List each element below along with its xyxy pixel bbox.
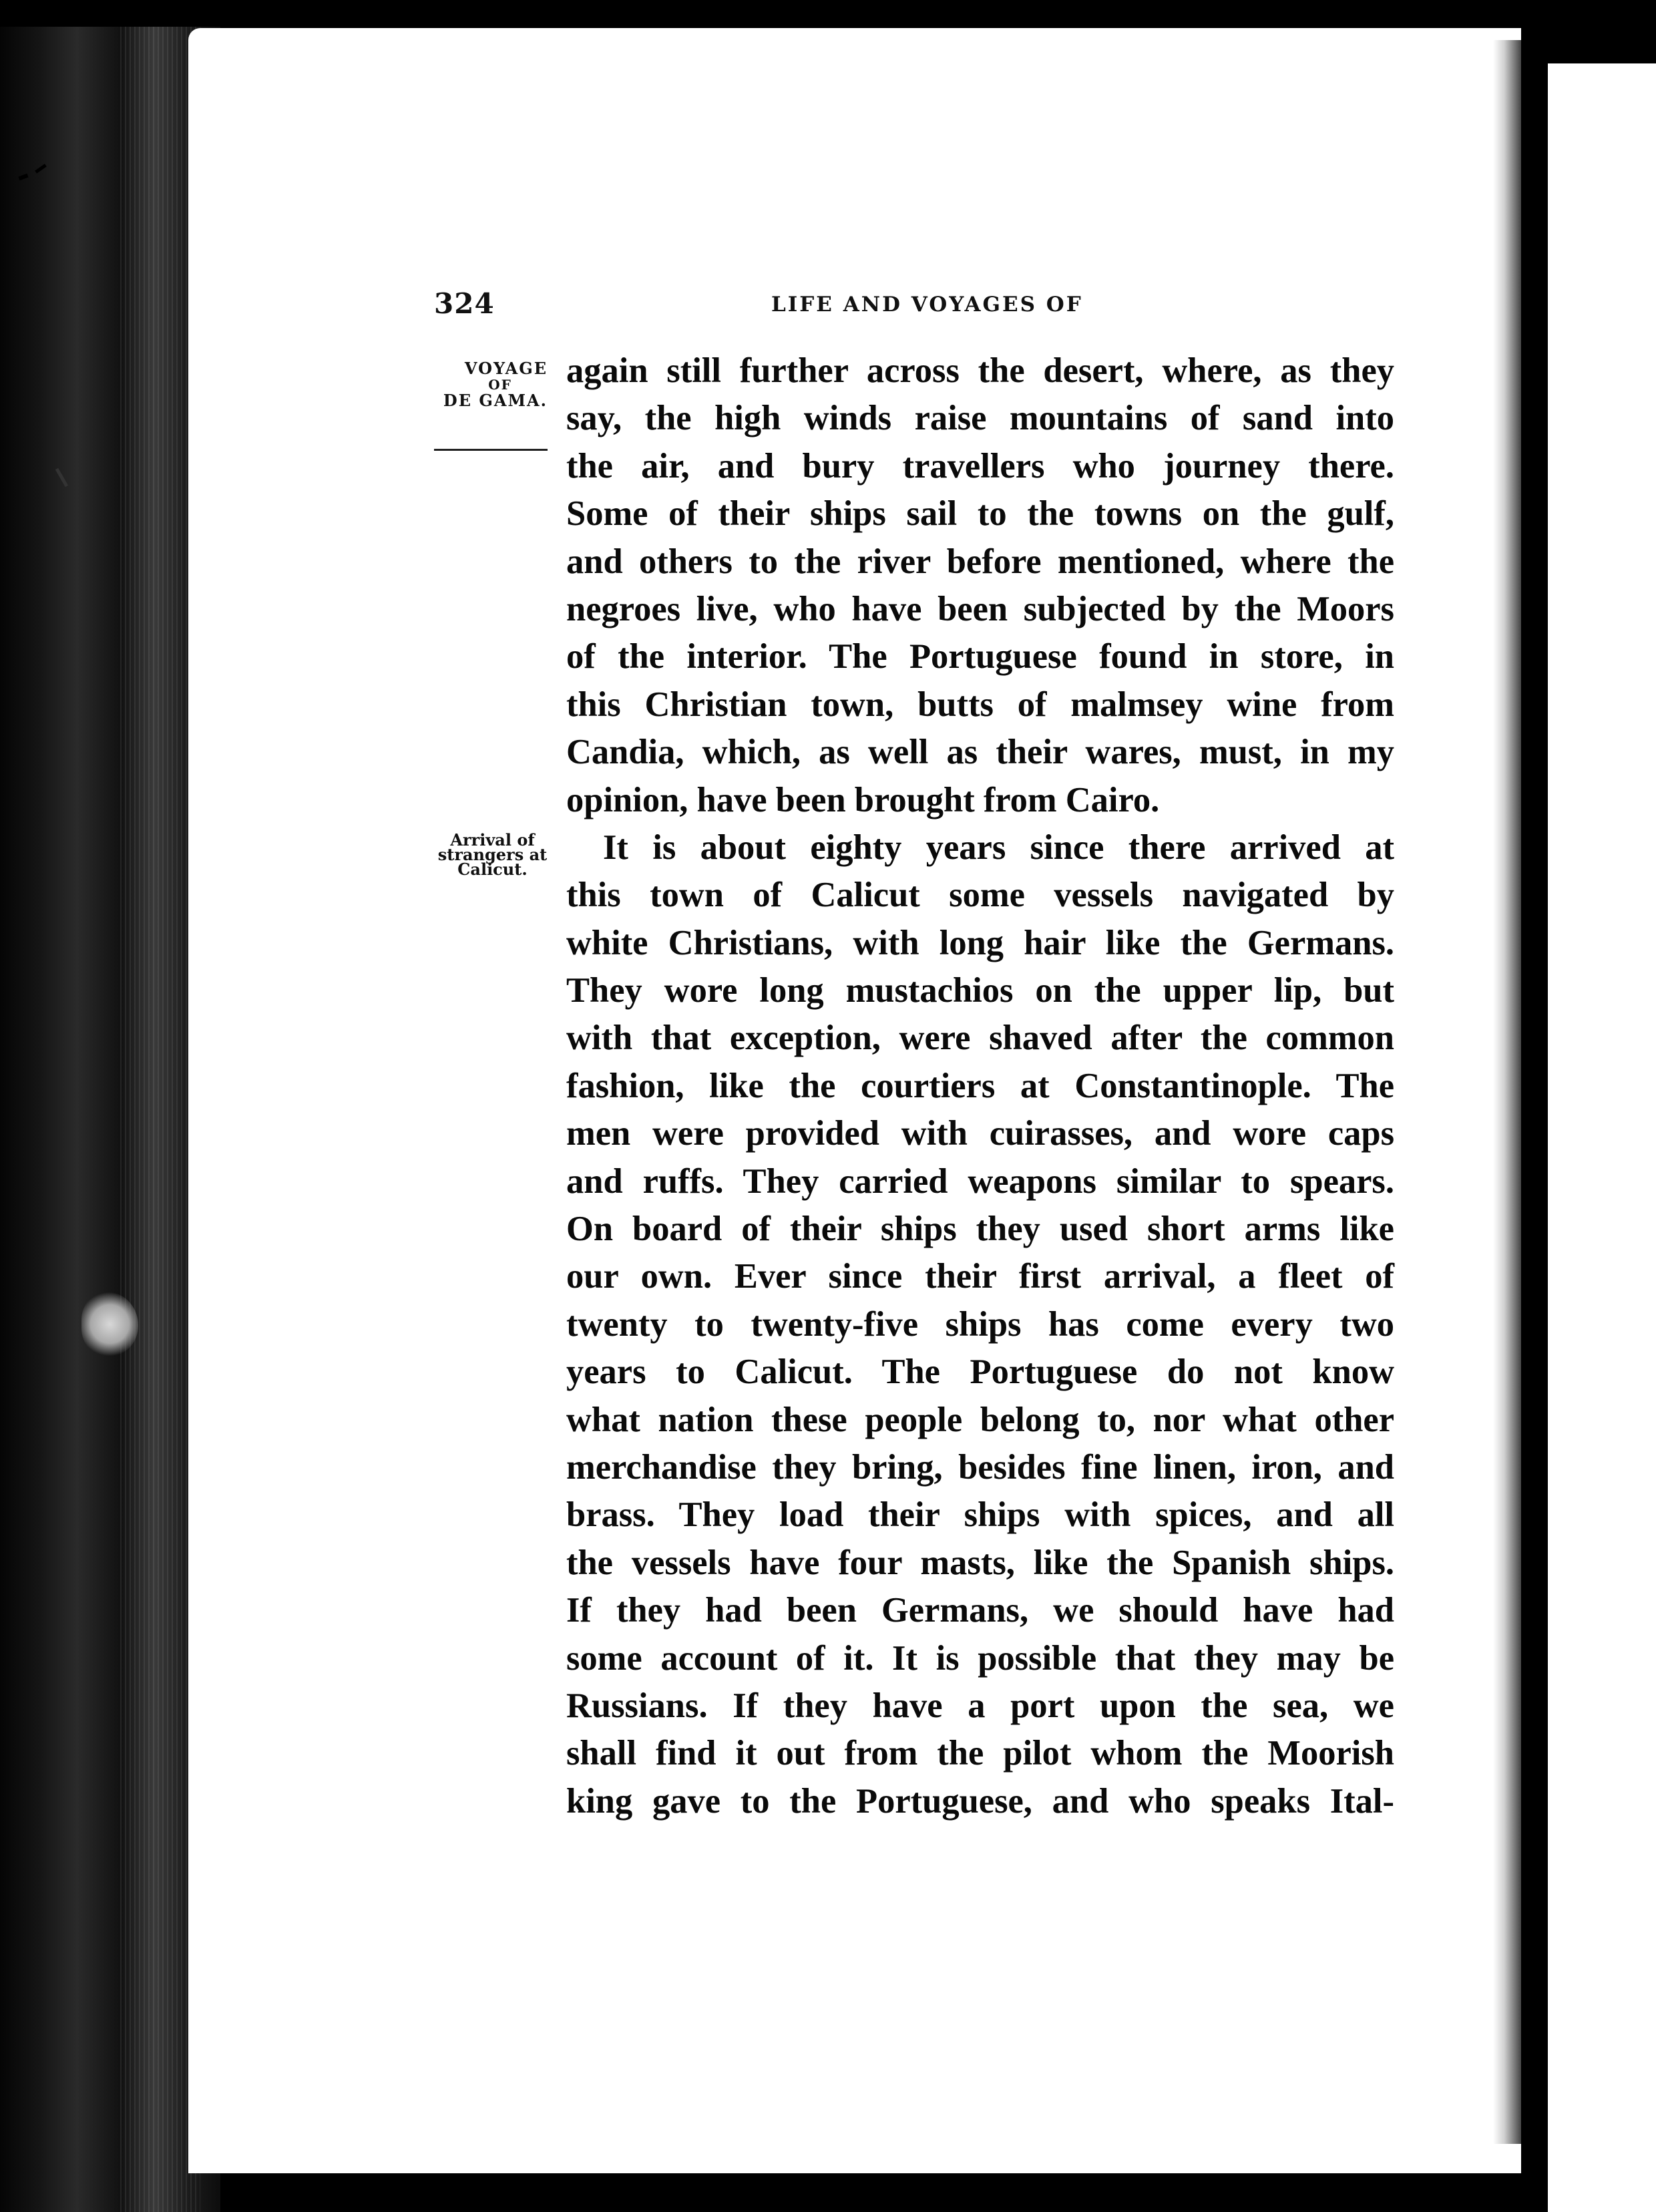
text-line: opinion, have been brought from Cairo. bbox=[566, 780, 1160, 819]
text-line: of the interior. The Portuguese found in store, in bbox=[566, 637, 1394, 677]
page-edge-stain bbox=[81, 1292, 138, 1356]
sidenote-arrival-line2: strangers at bbox=[437, 845, 548, 864]
text-line: They wore long mustachios on the upper lip, but bbox=[566, 971, 1394, 1010]
text-line: king gave to the Portuguese, and who speaks Ital- bbox=[566, 1781, 1394, 1821]
text-line: shall find it out from the pilot whom the Moorish bbox=[566, 1734, 1394, 1773]
text-line: years to Calicut. The Portuguese do not know bbox=[566, 1352, 1394, 1392]
sidenote-voyage-line1: VOYAGE bbox=[464, 359, 548, 378]
text-line: men were provided with cuirasses, and wore caps bbox=[566, 1114, 1394, 1153]
sidenote-voyage bbox=[433, 359, 548, 410]
text-line: If they had been Germans, we should have had bbox=[566, 1591, 1394, 1630]
text-line: fashion, like the courtiers at Constantinople. The bbox=[566, 1066, 1394, 1105]
text-line: our own. Ever since their first arrival, a fleet of bbox=[566, 1257, 1394, 1296]
text-line: what nation these people belong to, nor what other bbox=[566, 1400, 1394, 1439]
sidenote-voyage-line2: OF bbox=[488, 377, 512, 393]
sidenote-arrival-line3: Calicut. bbox=[457, 860, 528, 879]
text-line: this town of Calicut some vessels navigated by bbox=[566, 876, 1394, 915]
text-line: Russians. If they have a port upon the sea, we bbox=[566, 1686, 1394, 1725]
running-head: LIFE AND VOYAGES OF bbox=[771, 293, 1083, 317]
facing-page-edge bbox=[1548, 63, 1656, 2212]
text-line: Some of their ships sail to the towns on the gulf, bbox=[566, 494, 1394, 534]
book-gutter bbox=[1521, 60, 1548, 2197]
text-line: Candia, which, as well as their wares, must, in my bbox=[566, 733, 1394, 772]
text-line: twenty to twenty-five ships has come every two bbox=[566, 1304, 1394, 1344]
text-line: and ruffs. They carried weapons similar to spears. bbox=[566, 1161, 1394, 1201]
text-line: and others to the river before mentioned, where the bbox=[566, 542, 1394, 581]
text-line: the vessels have four masts, like the Spanish ships. bbox=[566, 1543, 1394, 1582]
text-line: white Christians, with long hair like the Germans. bbox=[566, 923, 1394, 962]
sidenote-arrival-line1: Arrival of bbox=[450, 830, 535, 850]
sidenote-divider bbox=[434, 449, 548, 451]
sidenote-arrival bbox=[427, 830, 558, 879]
text-line: On board of their ships they used short arms like bbox=[566, 1210, 1394, 1249]
text-line: this Christian town, butts of malmsey wine from bbox=[566, 685, 1394, 724]
page-header bbox=[434, 287, 1402, 327]
text-line: the air, and bury travellers who journey there. bbox=[566, 446, 1394, 486]
text-line: brass. They load their ships with spices, and all bbox=[566, 1495, 1394, 1535]
page-number: 324 bbox=[434, 287, 495, 320]
text-line: merchandise they bring, besides fine linen, iron, and bbox=[566, 1447, 1394, 1487]
text-line: say, the high winds raise mountains of sand into bbox=[566, 399, 1394, 438]
text-line: negroes live, who have been subjected by the Moors bbox=[566, 589, 1394, 628]
text-line: some account of it. It is possible that they may be bbox=[566, 1638, 1394, 1678]
text-line: again still further across the desert, where, as they bbox=[566, 351, 1394, 390]
page-gutter-shadow bbox=[1493, 40, 1521, 2144]
text-line: with that exception, were shaved after the common bbox=[566, 1019, 1394, 1058]
sidenote-voyage-line3: DE GAMA. bbox=[443, 391, 548, 410]
body-text bbox=[566, 347, 1394, 1825]
text-line: It is about eighty years since there arrived at bbox=[603, 827, 1394, 867]
